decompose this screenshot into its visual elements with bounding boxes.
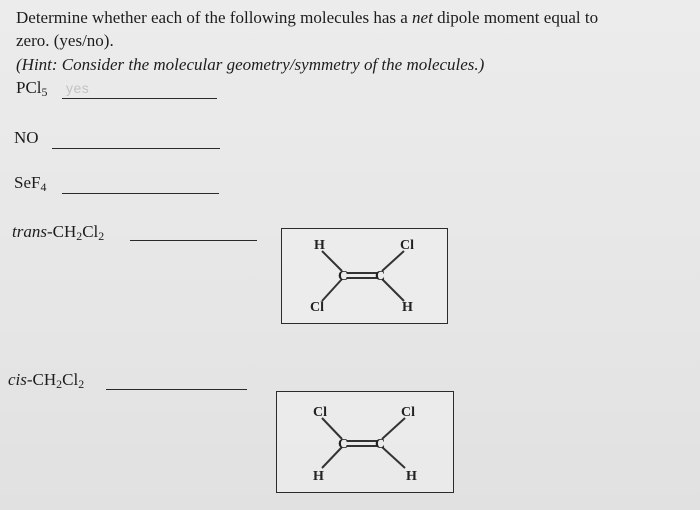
atom-bottom-left: H bbox=[313, 469, 324, 484]
item-label-sub: 5 bbox=[41, 84, 48, 99]
trans-molecule-structure bbox=[281, 228, 448, 324]
item-label-text-2: Cl bbox=[82, 222, 99, 241]
question-text: Determine whether each of the following molecules has a bbox=[16, 8, 413, 27]
question-emphasis: net bbox=[412, 8, 433, 27]
atom-top-left: Cl bbox=[313, 405, 327, 420]
item-no-label bbox=[14, 128, 39, 148]
atom-top-left: H bbox=[314, 238, 325, 253]
question-line-2: zero. (yes/no). bbox=[16, 31, 114, 50]
item-label-prefix: trans- bbox=[12, 222, 53, 241]
answer-line-no[interactable] bbox=[52, 148, 220, 149]
atom-bottom-right: H bbox=[402, 300, 413, 315]
answer-line-trans[interactable] bbox=[130, 240, 257, 241]
item-label-text: CH bbox=[32, 370, 57, 389]
item-label-text: SeF bbox=[14, 173, 41, 192]
item-trans-label bbox=[12, 222, 104, 242]
item-label-prefix: cis- bbox=[8, 370, 33, 389]
atom-bottom-left: Cl bbox=[310, 300, 324, 315]
question-line-1 bbox=[16, 8, 598, 28]
answer-line-cis[interactable] bbox=[106, 389, 247, 390]
answer-line-pcl5[interactable] bbox=[62, 98, 217, 99]
answer-line-sef4[interactable] bbox=[62, 193, 219, 194]
item-label-text: CH bbox=[52, 222, 77, 241]
atom-center-right: C bbox=[375, 437, 386, 452]
item-pcl5-label bbox=[16, 78, 47, 98]
atom-top-right: Cl bbox=[400, 238, 414, 253]
item-label-text-2: Cl bbox=[62, 370, 79, 389]
item-label-sub-2: 2 bbox=[78, 376, 85, 391]
hint-text: (Hint: Consider the molecular geometry/symmetry of the molecules.) bbox=[16, 55, 485, 74]
atom-bottom-right: H bbox=[406, 469, 417, 484]
trans-structure-drawing bbox=[282, 229, 447, 323]
item-cis-label bbox=[8, 370, 84, 390]
atom-top-right: Cl bbox=[401, 405, 415, 420]
item-label-sub: 2 bbox=[56, 376, 63, 391]
item-label-text: NO bbox=[14, 128, 39, 147]
cis-structure-drawing bbox=[277, 392, 453, 492]
item-label-text: PCl bbox=[16, 78, 42, 97]
item-sef4-label bbox=[14, 173, 46, 193]
cis-molecule-structure bbox=[276, 391, 454, 493]
item-label-sub-2: 2 bbox=[98, 228, 105, 243]
question-text-end: dipole moment equal to bbox=[432, 8, 599, 27]
atom-center-left: C bbox=[338, 269, 349, 284]
item-label-sub: 4 bbox=[40, 179, 47, 194]
answer-pcl5[interactable]: yes bbox=[66, 80, 90, 96]
atom-center-right: C bbox=[375, 269, 386, 284]
item-label-sub: 2 bbox=[76, 228, 83, 243]
atom-center-left: C bbox=[338, 437, 349, 452]
